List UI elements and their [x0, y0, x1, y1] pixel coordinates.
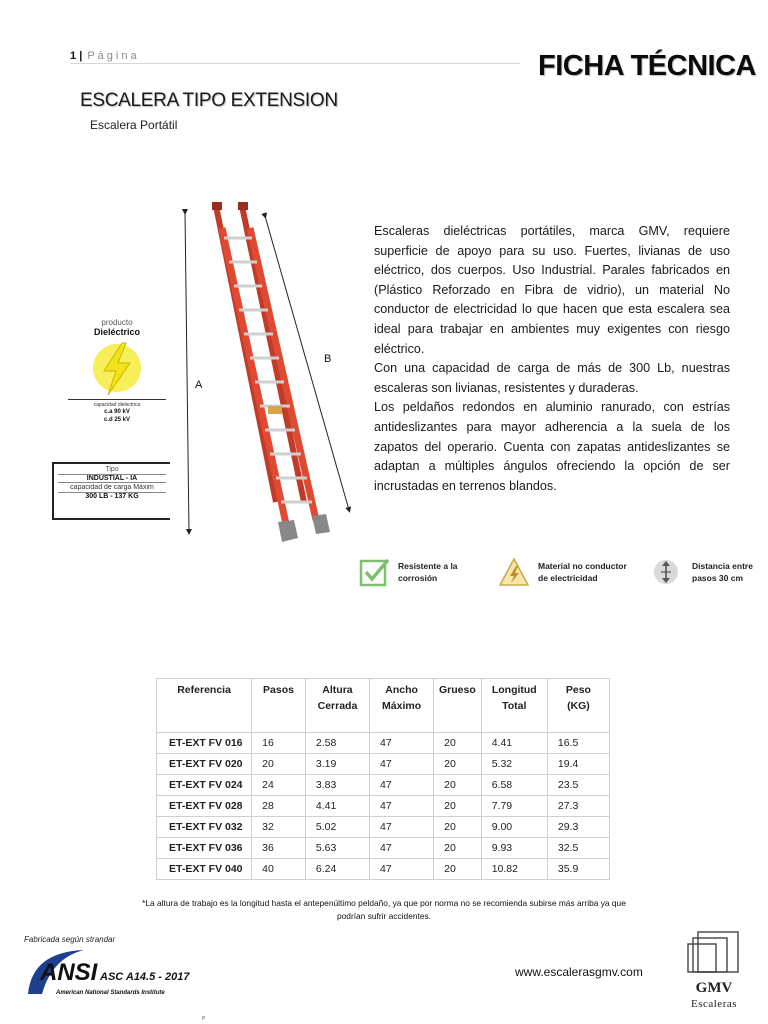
tipo-box [52, 462, 170, 520]
website-link[interactable]: www.escalerasgmv.com [515, 965, 643, 979]
warning-lightning-icon [498, 556, 530, 588]
table-cell: ET-EXT FV 036 [157, 838, 252, 859]
table-cell: 4.41 [305, 796, 369, 817]
table-cell: 3.19 [305, 754, 369, 775]
spec-table [156, 678, 610, 880]
table-row [157, 733, 610, 754]
distance-icon [652, 556, 684, 588]
table-cell: 5.32 [481, 754, 547, 775]
table-cell: 19.4 [547, 754, 609, 775]
table-row [157, 754, 610, 775]
table-cell: 4.41 [481, 733, 547, 754]
dimension-a-label: A [195, 379, 203, 391]
column-header: Ancho Máximo [370, 679, 434, 733]
column-header: Peso (KG) [547, 679, 609, 733]
table-cell: 6.24 [305, 859, 369, 880]
table-cell: 5.02 [305, 817, 369, 838]
table-cell: 47 [370, 859, 434, 880]
table-cell: 20 [434, 817, 482, 838]
table-cell: 6.58 [481, 775, 547, 796]
feature-line: Resistente a la [398, 561, 458, 571]
table-row [157, 817, 610, 838]
table-row [157, 775, 610, 796]
table-cell: ET-EXT FV 020 [157, 754, 252, 775]
table-cell: ET-EXT FV 040 [157, 859, 252, 880]
table-cell: 20 [434, 775, 482, 796]
table-cell: 23.5 [547, 775, 609, 796]
table-cell: 27.3 [547, 796, 609, 817]
description-paragraph: Escaleras dieléctricas portátiles, marca GMV, requiere superficie de apoyo para su uso. Fuertes, livianas de uso eléctrico, dos cuerpos. Uso Industrial. Parales fabricados en (Plástico Reforzado en Fibra de vidrio), un material No conductor de electricidad lo que hacen que esta escalera sea ideal para trabajar en ambientes muy exigentes con riesgo eléctrico. [374, 224, 730, 356]
table-cell: ET-EXT FV 028 [157, 796, 252, 817]
table-cell: 20 [434, 859, 482, 880]
badge-dielectrico: Dieléctrico [93, 327, 141, 337]
table-cell: 36 [252, 838, 306, 859]
check-box-icon [358, 556, 390, 588]
table-cell: 16.5 [547, 733, 609, 754]
tiny-mark: P [202, 1016, 206, 1022]
description-paragraph: Con una capacidad de carga de más de 300 Lb, nuestras escaleras son livianas, resistentes y duraderas. [374, 361, 730, 395]
table-cell: 24 [252, 775, 306, 796]
svg-text:ANSI: ANSI [40, 959, 98, 986]
column-header: Longitud Total [481, 679, 547, 733]
gmv-brand-sub: Escaleras [690, 998, 738, 1010]
table-cell: 20 [434, 733, 482, 754]
table-cell: 47 [370, 733, 434, 754]
table-cell: 47 [370, 754, 434, 775]
footnote-line: *La altura de trabajo es la longitud hasta el antepenúltimo peldaño, ya que por norma no se recomienda subirse más arriba ya que [142, 898, 626, 908]
table-cell: 10.82 [481, 859, 547, 880]
tipo-weight: 300 LB - 137 KG [58, 492, 166, 500]
svg-text:American National Standards In: American National Standards Institute [56, 990, 165, 996]
table-header-row [157, 679, 610, 733]
gmv-logo-mark [684, 930, 744, 980]
table-cell: 9.00 [481, 817, 547, 838]
feature-step-distance [652, 556, 753, 588]
table-cell: 32 [252, 817, 306, 838]
column-header: Altura Cerrada [305, 679, 369, 733]
table-row [157, 859, 610, 880]
page-header [70, 50, 520, 64]
table-cell: 2.58 [305, 733, 369, 754]
table-cell: 5.63 [305, 838, 369, 859]
table-cell: 35.9 [547, 859, 609, 880]
feature-non-conductive [498, 556, 627, 588]
table-cell: 16 [252, 733, 306, 754]
table-cell: ET-EXT FV 032 [157, 817, 252, 838]
description-paragraph: Los peldaños redondos en aluminio ranurado, con estrías antideslizantes para mayor adherencia a la suela de los zapatos del operario. Cuenta con zapatas antideslizantes se adaptan a múltiples ángulos ofreciendo la opción de ser incrustadas en terrenos blandos. [374, 400, 730, 493]
badge-ca: c.a 90 kV [104, 409, 130, 415]
table-cell: 47 [370, 817, 434, 838]
table-row [157, 796, 610, 817]
table-cell: 40 [252, 859, 306, 880]
column-header: Grueso [434, 679, 482, 733]
table-cell: 47 [370, 796, 434, 817]
feature-corrosion [358, 556, 458, 588]
table-cell: 47 [370, 775, 434, 796]
fabricada-label: Fabricada según strandar [24, 935, 116, 944]
page-number: 1 [70, 50, 77, 62]
product-title: ESCALERA TIPO EXTENSION [80, 90, 338, 111]
table-cell: ET-EXT FV 024 [157, 775, 252, 796]
feature-line: corrosión [398, 573, 438, 583]
table-cell: 3.83 [305, 775, 369, 796]
table-row [157, 838, 610, 859]
badge-producto: producto [101, 318, 133, 327]
column-header: Referencia [157, 679, 252, 733]
page-word: Página [87, 50, 140, 62]
svg-text:ASC A14.5 - 2017: ASC A14.5 - 2017 [100, 971, 190, 983]
badge-capacidad: capacidad dielectrica [93, 402, 141, 408]
table-cell: 20 [434, 754, 482, 775]
doc-type-title: FICHA TÉCNICA [538, 50, 756, 82]
table-cell: 29.3 [547, 817, 609, 838]
ansi-logo [22, 946, 207, 1002]
tipo-label: Tipo [105, 466, 119, 473]
table-cell: 32.5 [547, 838, 609, 859]
gmv-brand: GMV [695, 980, 733, 996]
table-cell: 28 [252, 796, 306, 817]
tipo-capacity-label: capacidad de carga Máxim [70, 484, 154, 491]
footnote [100, 897, 668, 923]
badge-cd: c.d 25 kV [103, 417, 130, 423]
table-cell: 7.79 [481, 796, 547, 817]
table-cell: 20 [434, 838, 482, 859]
product-description [374, 222, 730, 496]
feature-line: Distancia entre [692, 561, 753, 571]
table-cell: ET-EXT FV 016 [157, 733, 252, 754]
table-cell: 20 [434, 796, 482, 817]
table-cell: 9.93 [481, 838, 547, 859]
footnote-line: podrían sufrir accidentes. [336, 911, 432, 921]
dimension-b-label: B [324, 353, 332, 365]
lightning-icon [92, 339, 142, 397]
tipo-value: INDUSTIAL - IA [58, 474, 166, 483]
page-separator: | [79, 50, 83, 62]
dielectric-badge [62, 318, 172, 424]
column-header: Pasos [252, 679, 306, 733]
feature-line: pasos 30 cm [692, 573, 744, 583]
table-cell: 47 [370, 838, 434, 859]
feature-line: Material no conductor [538, 561, 627, 571]
product-subtitle: Escalera Portátil [90, 118, 178, 132]
dimension-a-arrow [185, 212, 189, 532]
feature-line: de electricidad [538, 573, 598, 583]
table-cell: 20 [252, 754, 306, 775]
ladder-illustration [212, 202, 330, 542]
